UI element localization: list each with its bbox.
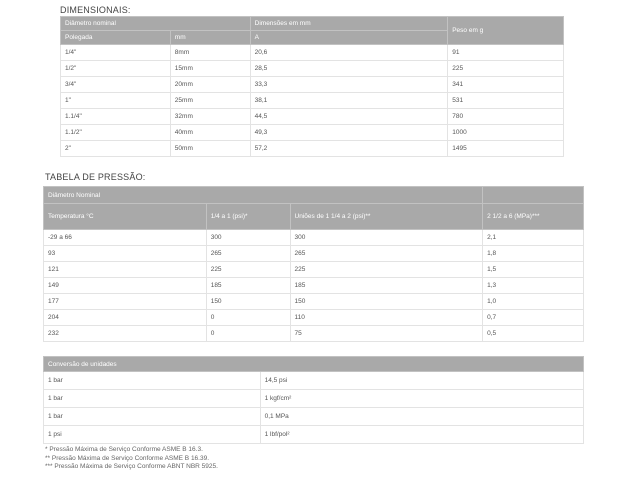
cell: 1 bar [44, 408, 261, 426]
dim-header-a: A [250, 31, 448, 45]
cell: 0 [206, 310, 290, 326]
pressure-title: TABELA DE PRESSÃO: [45, 172, 146, 182]
cell: 1 bar [44, 372, 261, 390]
table-row [44, 278, 584, 294]
footnote: * Pressão Máxima de Serviço Conforme ASME B 16.3. [45, 446, 203, 453]
cell: 1/4" [61, 45, 171, 61]
cell: 0,7 [483, 310, 584, 326]
table-row [44, 310, 584, 326]
cell: 0,1 MPa [260, 408, 583, 426]
cell: 185 [206, 278, 290, 294]
cell: 2" [61, 141, 171, 157]
press-header-nominal: Diâmetro Nominal [44, 187, 483, 204]
cell: 204 [44, 310, 207, 326]
dim-header-weight: Peso em g [448, 17, 564, 45]
table-row [61, 141, 564, 157]
table-row [44, 326, 584, 342]
cell: 300 [290, 230, 483, 246]
cell: 1 psi [44, 426, 261, 444]
cell: 110 [290, 310, 483, 326]
cell: 28,5 [250, 61, 448, 77]
press-header-blank [483, 187, 584, 204]
cell: 1,0 [483, 294, 584, 310]
press-header-c1: 1/4 a 1 (psi)* [206, 204, 290, 230]
footnote: ** Pressão Máxima de Serviço Conforme ASME B 16.39. [45, 454, 210, 462]
cell: 150 [290, 294, 483, 310]
cell: 1,3 [483, 278, 584, 294]
cell: 1" [61, 93, 171, 109]
dim-header-dims: Dimensões em mm [250, 17, 448, 31]
table-row [61, 77, 564, 93]
cell: 225 [290, 262, 483, 278]
cell: 50mm [170, 141, 250, 157]
cell: 1.1/4" [61, 109, 171, 125]
cell: 0,5 [483, 326, 584, 342]
cell: 40mm [170, 125, 250, 141]
cell: 93 [44, 246, 207, 262]
cell: 232 [44, 326, 207, 342]
table-row [44, 294, 584, 310]
cell: 149 [44, 278, 207, 294]
table-row [61, 109, 564, 125]
cell: 57,2 [250, 141, 448, 157]
table-row [44, 372, 584, 390]
cell: 2,1 [483, 230, 584, 246]
cell: 8mm [170, 45, 250, 61]
cell: 1 lbf/pol² [260, 426, 583, 444]
cell: 25mm [170, 93, 250, 109]
cell: 1 kgf/cm² [260, 390, 583, 408]
conv-header: Conversão de unidades [44, 357, 584, 372]
cell: 531 [448, 93, 564, 109]
cell: 1/2" [61, 61, 171, 77]
table-row [61, 61, 564, 77]
cell: 14,5 psi [260, 372, 583, 390]
cell: 177 [44, 294, 207, 310]
cell: 1495 [448, 141, 564, 157]
press-header-c2: Uniões de 1 1/4 a 2 (psi)** [290, 204, 483, 230]
cell: 780 [448, 109, 564, 125]
dim-header-pol: Polegada [61, 31, 171, 45]
dim-header-nominal: Diâmetro nominal [61, 17, 251, 31]
cell: 1.1/2" [61, 125, 171, 141]
table-row [44, 262, 584, 278]
cell: 265 [206, 246, 290, 262]
cell: 185 [290, 278, 483, 294]
table-row [44, 408, 584, 426]
cell: 33,3 [250, 77, 448, 93]
cell: 44,5 [250, 109, 448, 125]
table-row [61, 125, 564, 141]
cell: 0 [206, 326, 290, 342]
cell: 300 [206, 230, 290, 246]
cell: 75 [290, 326, 483, 342]
press-header-c3: 2 1/2 a 6 (MPa)*** [483, 204, 584, 230]
cell: 38,1 [250, 93, 448, 109]
cell: 265 [290, 246, 483, 262]
conversion-table [43, 356, 584, 444]
cell: 341 [448, 77, 564, 93]
cell: 32mm [170, 109, 250, 125]
cell: 49,3 [250, 125, 448, 141]
dim-header-mm: mm [170, 31, 250, 45]
cell: 1,8 [483, 246, 584, 262]
cell: 150 [206, 294, 290, 310]
footnote: *** Pressão Máxima de Serviço Conforme ABNT NBR 5925. [45, 463, 218, 470]
cell: -29 a 66 [44, 230, 207, 246]
table-row [61, 93, 564, 109]
dimensions-title: DIMENSIONAIS: [60, 5, 131, 15]
press-header-temp: Temperatura °C [44, 204, 207, 230]
cell: 1 bar [44, 390, 261, 408]
table-row [44, 246, 584, 262]
table-row [61, 45, 564, 61]
cell: 225 [448, 61, 564, 77]
cell: 121 [44, 262, 207, 278]
table-row [44, 230, 584, 246]
cell: 15mm [170, 61, 250, 77]
cell: 225 [206, 262, 290, 278]
cell: 20mm [170, 77, 250, 93]
cell: 1000 [448, 125, 564, 141]
cell: 1,5 [483, 262, 584, 278]
cell: 3/4" [61, 77, 171, 93]
table-row [44, 390, 584, 408]
cell: 20,6 [250, 45, 448, 61]
table-row [44, 426, 584, 444]
footnotes [45, 446, 218, 472]
cell: 91 [448, 45, 564, 61]
pressure-table [43, 186, 584, 342]
dimensions-table [60, 16, 564, 157]
